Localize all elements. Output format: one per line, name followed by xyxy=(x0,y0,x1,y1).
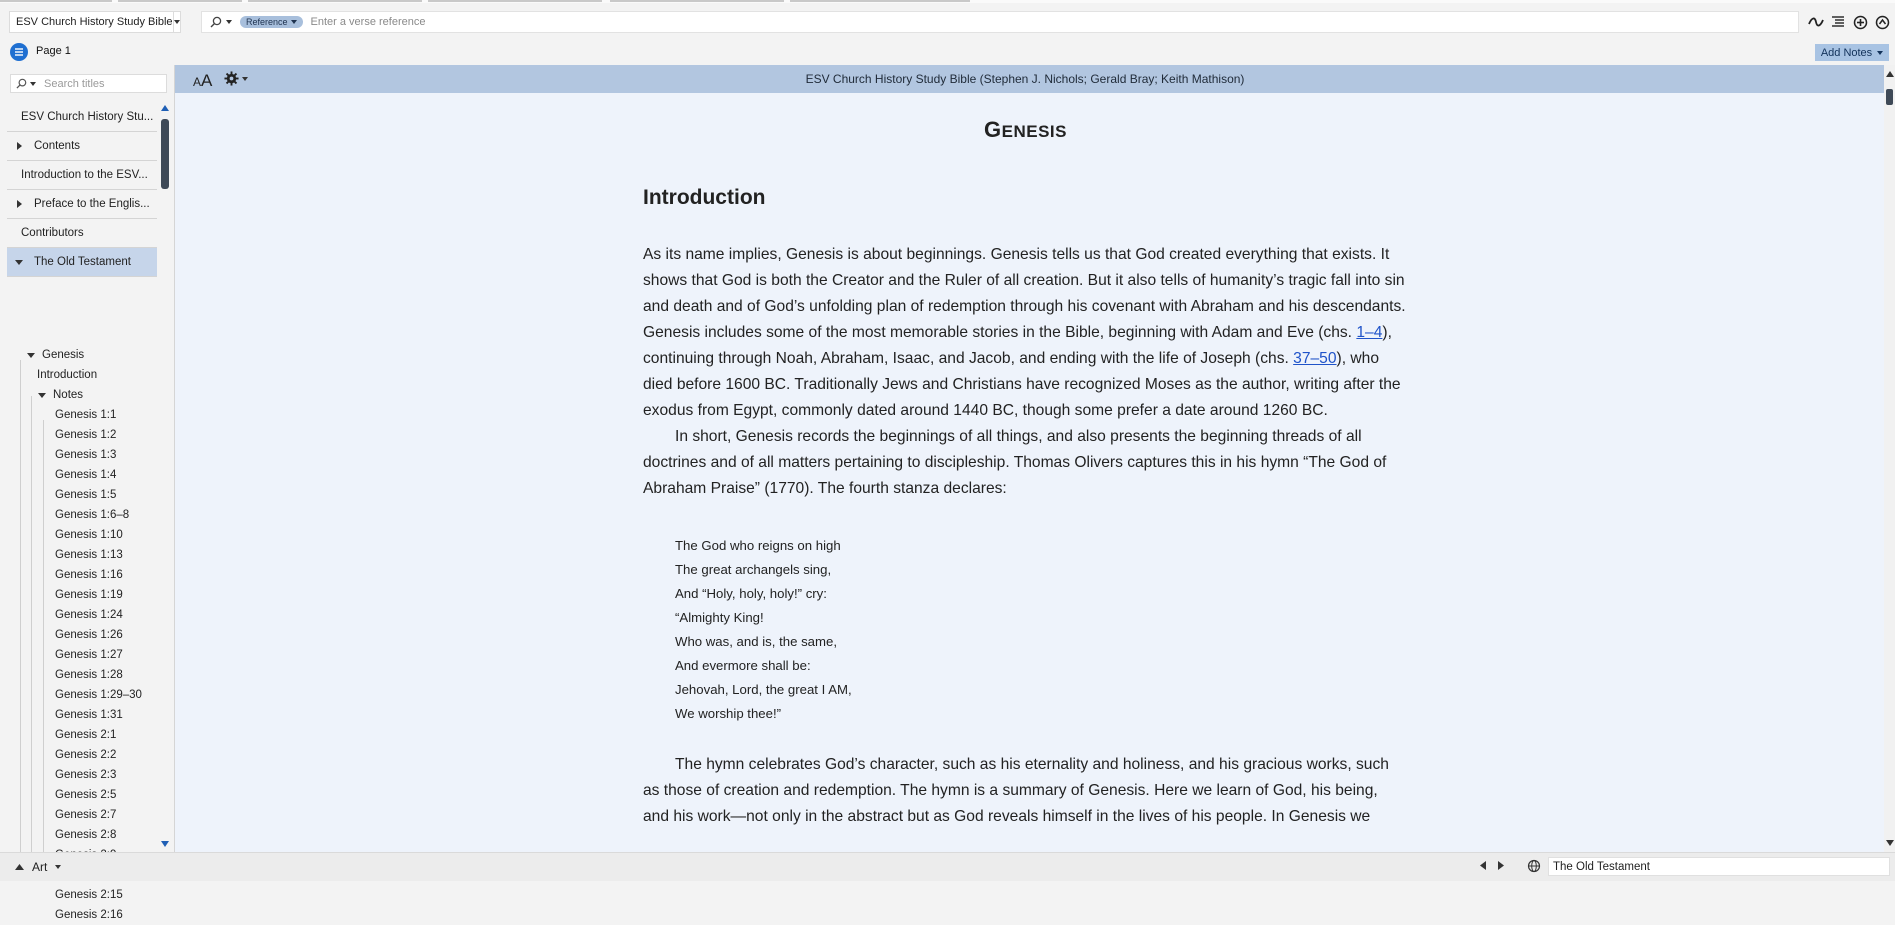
section-heading: Introduction xyxy=(643,186,766,209)
chevron-down-icon xyxy=(226,20,232,24)
paragraph: As its name implies, Genesis is about beginnings. Genesis tells us that God created everything that exists. It shows that God is both the Creator and the Ruler of all creation. But it also tells of humanity’s tragic fall into sin and death and of God’s unfolding plan of redemption through his covenant with Abraham and his descendants. Genesis includes some of the most memorable stories in the Bible, beginning with Adam and Eve (chs. 1–4), continuing through Noah, Abraham, Isaac, and Jacob, and ending with the life of Joseph (chs. 37–50), who died before 1600 BC. Traditionally Jews and Christians have recognized Moses as the author, writing after the exodus from Egypt, commonly dated around 1440 BC, though some prefer a date around 1260 BC. xyxy=(643,246,1406,419)
chapter-link[interactable]: 37–50 xyxy=(1293,350,1337,367)
toc-item-note[interactable] xyxy=(7,405,157,425)
toc-item-label: Genesis 2:7 xyxy=(55,809,117,821)
toc-item-note[interactable] xyxy=(7,505,157,525)
toc-item-note[interactable] xyxy=(7,485,157,505)
forward-arrow-icon[interactable] xyxy=(1498,861,1504,870)
toc-item-label: Contents xyxy=(34,140,81,152)
toc-item-label: Contributors xyxy=(21,227,84,239)
toc-item-label: Genesis 1:2 xyxy=(55,429,117,441)
search-icon[interactable] xyxy=(210,16,232,28)
toc-item-contents[interactable] xyxy=(7,132,157,161)
resource-selector[interactable] xyxy=(9,11,181,33)
toc-item-label: Genesis 2:3 xyxy=(55,769,117,781)
resource-dropdown-button[interactable] xyxy=(173,12,180,32)
toc-item-label: Genesis 2:5 xyxy=(55,789,117,801)
toc-item-label: Genesis 2:16 xyxy=(55,909,123,921)
poem-line: The great archangels sing, xyxy=(675,562,832,577)
sidebar-scrollbar-thumb[interactable] xyxy=(161,119,169,189)
toc-item-label: Genesis 1:6–8 xyxy=(55,509,130,521)
toc-item-label: Genesis 1:16 xyxy=(55,569,123,581)
toc-item-label: Genesis 2:15 xyxy=(55,889,123,901)
toc-item-note[interactable] xyxy=(7,745,157,765)
resource-title-bar xyxy=(175,65,1884,93)
toc-item-label: Preface to the Englis... xyxy=(34,198,150,210)
toc-item-note[interactable] xyxy=(7,785,157,805)
toc-item-note[interactable] xyxy=(7,725,157,745)
toc-item-note[interactable] xyxy=(7,525,157,545)
poem-line: Jehovah, Lord, the great I AM, xyxy=(675,682,852,697)
toc-item-label: Genesis 1:10 xyxy=(55,529,123,541)
poem-line: The God who reigns on high xyxy=(675,538,841,553)
toc-item-notes[interactable] xyxy=(7,385,157,405)
toc-item-label: Genesis 1:27 xyxy=(55,649,123,661)
toc-item-label: Genesis 1:24 xyxy=(55,609,123,621)
scroll-up-icon[interactable] xyxy=(161,105,169,111)
toc-item-label: Notes xyxy=(53,389,84,401)
poem-line: Who was, and is, the same, xyxy=(675,634,837,649)
toc-item-note[interactable] xyxy=(7,905,157,925)
toc-item-note[interactable] xyxy=(7,425,157,445)
chevron-down-icon xyxy=(291,20,297,24)
outline-icon[interactable] xyxy=(1829,13,1847,31)
poem-line: We worship thee!” xyxy=(675,706,782,721)
poem-line: And evermore shall be: xyxy=(675,658,811,673)
poem-line: And “Holy, holy, holy!” cry: xyxy=(675,586,827,601)
toc-item-label: Genesis 1:29–30 xyxy=(55,689,142,701)
reader-panel xyxy=(175,65,1884,852)
add-notes-button[interactable] xyxy=(1815,44,1889,61)
scroll-up-icon[interactable] xyxy=(1886,71,1894,77)
toc-item-resource-title[interactable] xyxy=(7,103,157,132)
toc-item-label: Introduction xyxy=(37,369,98,381)
tab-strip xyxy=(0,0,1895,3)
toc-item-note[interactable] xyxy=(7,445,157,465)
collapse-icon[interactable] xyxy=(38,393,46,398)
chevron-down-icon xyxy=(30,82,36,86)
reference-box[interactable] xyxy=(201,11,1799,33)
reference-type-pill[interactable] xyxy=(240,16,303,28)
toc-item-note[interactable] xyxy=(7,765,157,785)
paragraph: The hymn celebrates God’s character, such as his eternality and holiness, and his gracious works, such as those of creation and redemption. The hymn is a summary of Genesis. Here we learn of God, his being, and his work—not only in the abstract but as God reveals himself in the lives of his people. In Genesis we xyxy=(643,756,1389,825)
toc-item-label: Genesis 2:2 xyxy=(55,749,117,761)
toc-item-label: Genesis 1:19 xyxy=(55,589,123,601)
panel-menu-icon[interactable] xyxy=(10,43,28,61)
toc-item-label: The Old Testament xyxy=(34,256,131,268)
chevron-up-icon xyxy=(15,864,24,870)
chevron-down-icon xyxy=(55,865,61,869)
search-titles-box[interactable] xyxy=(10,74,167,93)
reader-scrollbar[interactable] xyxy=(1884,65,1895,852)
toc-item-note[interactable] xyxy=(7,885,157,905)
toc-item-note[interactable] xyxy=(7,825,157,845)
panel-header xyxy=(0,41,1895,63)
toc-item-note[interactable] xyxy=(7,805,157,825)
toolbar xyxy=(0,9,1895,37)
toc-item-label: Genesis 1:4 xyxy=(55,469,117,481)
toc-item-label: Genesis xyxy=(42,349,85,361)
toc-item-note[interactable] xyxy=(7,585,157,605)
toc-item-label: Genesis 1:28 xyxy=(55,669,123,681)
resource-title: ESV Church History Study Bible (Stephen J. Nichols; Gerald Bray; Keith Mathison) xyxy=(805,72,1245,86)
expand-icon[interactable] xyxy=(12,142,26,150)
share-icon[interactable] xyxy=(1873,13,1891,31)
paragraph: In short, Genesis records the beginnings of all things, and also presents the beginning threads of all doctrines and of all matters pertaining to discipleship. Thomas Olivers captures this in his hymn “The God of Abraham Praise” (1770). The fourth stanza declares: xyxy=(643,428,1387,497)
toc-item-label: ESV Church History Stu... xyxy=(21,111,154,123)
reader-scrollbar-thumb[interactable] xyxy=(1886,89,1893,105)
article xyxy=(643,93,1408,830)
add-circle-icon[interactable] xyxy=(1851,13,1869,31)
toc-item-note[interactable] xyxy=(7,645,157,665)
toc-list xyxy=(7,103,157,277)
toc-item-preface[interactable] xyxy=(7,190,157,219)
toc-item-label: Genesis 1:1 xyxy=(55,409,117,421)
panel-title: Page 1 xyxy=(36,45,71,57)
add-notes-label: Add Notes xyxy=(1820,46,1873,59)
toc-item-label: Genesis 1:26 xyxy=(55,629,123,641)
search-titles-input[interactable] xyxy=(42,77,156,91)
expand-icon[interactable] xyxy=(12,200,26,208)
resource-name: ESV Church History Study Bible xyxy=(16,16,173,28)
scroll-down-icon[interactable] xyxy=(161,841,169,847)
toc-item-label: Genesis 2:1 xyxy=(55,729,117,741)
toc-item-note[interactable] xyxy=(7,625,157,645)
toc-item-note[interactable] xyxy=(7,605,157,625)
collapse-icon[interactable] xyxy=(27,353,35,358)
toc-item-genesis[interactable] xyxy=(7,345,157,365)
book-heading: GENESIS xyxy=(984,117,1067,142)
font-size-button[interactable]: AA xyxy=(193,71,213,90)
toc-item-label: Introduction to the ESV... xyxy=(21,169,148,181)
back-arrow-icon[interactable] xyxy=(1480,861,1486,870)
toc-item-note[interactable] xyxy=(7,565,157,585)
search-icon[interactable] xyxy=(16,78,36,89)
toc-subtree xyxy=(7,345,157,925)
art-toggle[interactable] xyxy=(15,860,61,874)
toc-item-note[interactable] xyxy=(7,545,157,565)
collapse-icon[interactable] xyxy=(12,260,26,265)
wave-icon[interactable] xyxy=(1807,13,1825,31)
toc-item-note[interactable] xyxy=(7,465,157,485)
location-field[interactable]: The Old Testament xyxy=(1548,857,1890,876)
reference-type-label: Reference xyxy=(246,17,288,27)
toc-item-note[interactable] xyxy=(7,685,157,705)
chevron-down-icon xyxy=(174,20,180,24)
status-bar xyxy=(0,852,1895,881)
toc-item-label: Genesis 1:3 xyxy=(55,449,117,461)
globe-icon[interactable] xyxy=(1527,859,1541,876)
toc-item-label: Genesis 1:13 xyxy=(55,549,123,561)
chevron-down-icon xyxy=(1877,51,1883,55)
toc-item-label: Genesis 1:5 xyxy=(55,489,117,501)
scroll-down-icon[interactable] xyxy=(1886,840,1894,846)
history-nav xyxy=(1480,861,1504,870)
hymn-stanza xyxy=(675,534,1408,726)
notes-list xyxy=(7,405,157,925)
toc-item-label: Genesis 2:8 xyxy=(55,829,117,841)
toc-item-label: Genesis 1:31 xyxy=(55,709,123,721)
poem-line: “Almighty King! xyxy=(675,610,764,625)
toc-item-old-testament[interactable] xyxy=(7,248,157,277)
toc-item-note[interactable] xyxy=(7,665,157,685)
toolbar-tools xyxy=(1807,13,1891,31)
toc-item-note[interactable] xyxy=(7,705,157,725)
toc-item-genesis-introduction[interactable] xyxy=(7,365,157,385)
toc-item-contributors[interactable] xyxy=(7,219,157,248)
verse-reference-input[interactable] xyxy=(309,15,1798,29)
chapter-link[interactable]: 1–4 xyxy=(1356,324,1383,341)
toc-item-introduction-esv[interactable] xyxy=(7,161,157,190)
art-label: Art xyxy=(32,860,48,874)
